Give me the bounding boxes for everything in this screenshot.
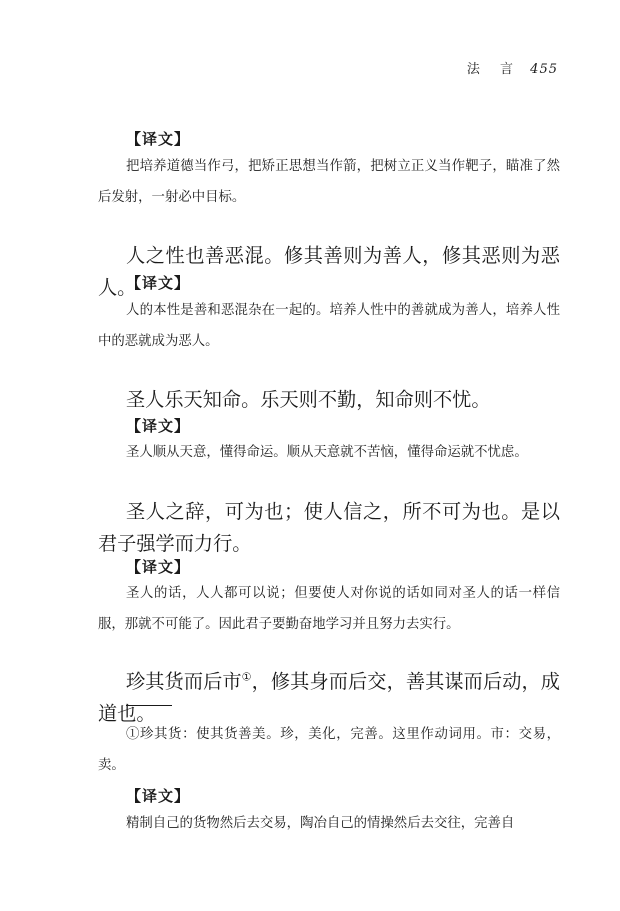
original-text-part: 珍其货而后市 bbox=[126, 670, 242, 693]
translation-label: 【译文】 bbox=[126, 787, 191, 805]
page-number: 455 bbox=[530, 62, 558, 77]
translation-label: 【译文】 bbox=[126, 274, 191, 292]
translation-text: 圣人顺从天意，懂得命运。顺从天意就不苦恼，懂得命运就不忧虑。 bbox=[126, 445, 528, 460]
original-text: 圣人乐天知命。乐天则不勤，知命则不忧。 bbox=[126, 388, 491, 411]
translation-text: 精制自己的货物然后去交易，陶冶自己的情操然后去交往，完善自 bbox=[126, 816, 515, 831]
translation-label: 【译文】 bbox=[126, 130, 191, 148]
original-text: 圣人之辞，可为也；使人信之，所不可为也。是以君子强学而力行。 bbox=[98, 500, 560, 555]
footnote-marker: ① bbox=[241, 670, 252, 684]
translation-label: 【译文】 bbox=[126, 558, 191, 576]
translation-text: 圣人的话，人人都可以说；但要使人对你说的话如同对圣人的话一样信服，那就不可能了。因此君子要勤奋地学习并且努力去实行。 bbox=[98, 586, 560, 632]
running-header bbox=[467, 58, 558, 77]
translation-label: 【译文】 bbox=[126, 417, 191, 435]
original-text-part: ，修其身而后交，善其谋而后动，成道也。 bbox=[98, 670, 560, 725]
original-text: 人之性也善恶混。修其善则为善人，修其恶则为恶人。 bbox=[98, 244, 560, 299]
footnote-text: ①珍其货：使其货善美。珍，美化，完善。这里作动词用。市：交易，卖。 bbox=[98, 727, 560, 773]
translation-text: 把培养道德当作弓，把矫正思想当作箭，把树立正义当作靶子，瞄准了然后发射，一射必中目标。 bbox=[98, 159, 560, 205]
translation-text: 人的本性是善和恶混杂在一起的。培养人性中的善就成为善人，培养人性中的恶就成为恶人。 bbox=[98, 303, 560, 349]
footnote-rule bbox=[126, 705, 172, 706]
book-title: 法 言 bbox=[466, 62, 522, 77]
